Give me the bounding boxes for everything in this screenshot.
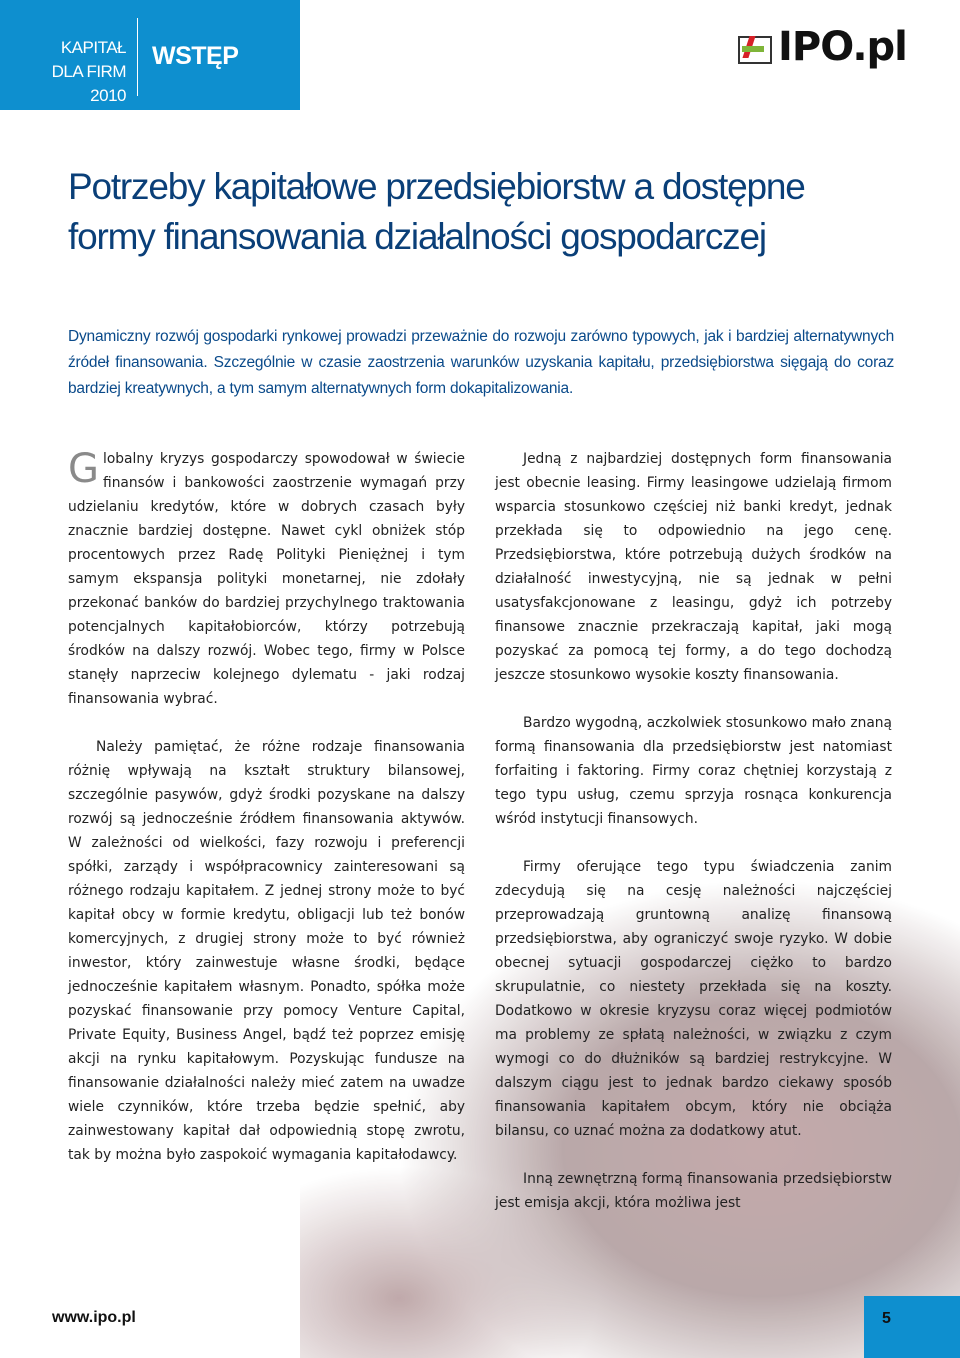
left-column bbox=[68, 447, 465, 1167]
right-paragraph-4: Inną zewnętrzną formą finansowania przedsiębiorstw jest emisja akcji, która możliwa jest bbox=[495, 1171, 892, 1211]
right-column bbox=[495, 447, 892, 1215]
article-title-line-2: formy finansowania działalności gospodarczej bbox=[68, 216, 766, 257]
drop-cap: G bbox=[68, 446, 99, 492]
right-paragraph-3: Firmy oferujące tego typu świadczenia zanim zdecydują się na cesję należności najczęściej przeprowadzają gruntowną analizę finansową przedsiębiorstwa, aby ograniczyć swoje ryzyko. W dobie obecnej sytuacji gospodarczej ciężko to bardzo skrupulatnie, co niestety przekłada się na koszty. Dodatkowo w okresie kryzysu coraz więcej podmiotów ma problemy ze spłatą należności, w związku z czym wymogi co do dłużników są bardziej restrykcyjne. W dalszym ciągu jest to jednak bardzo ciekawy sposób finansowania kapitałem obcym, który nie obciąża bilansu, co uznać można za dodatkowy atut. bbox=[495, 859, 892, 1139]
publication-label bbox=[18, 36, 126, 108]
logo-flag-icon bbox=[738, 36, 772, 64]
left-paragraph-1 bbox=[68, 447, 465, 711]
publication-subtitle: DLA FIRM 2010 bbox=[51, 62, 126, 105]
header-tab bbox=[0, 0, 300, 110]
publication-title: KAPITAŁ bbox=[60, 38, 126, 57]
article-lead: Dynamiczny rozwój gospodarki rynkowej prowadzi przeważnie do rozwoju zarówno typowych, jak i bardziej alternatywnych źródeł finansowania. Szczególnie w czasie zaostrzenia warunków uzyskania kapitału, przedsiębiorstwa sięgają do coraz bardziej kreatywnych, a tym samym alternatywnych form dokapitalizowania. bbox=[68, 328, 894, 397]
section-label: WSTĘP bbox=[152, 42, 239, 70]
right-paragraph-1: Jedną z najbardziej dostępnych form finansowania jest obecnie leasing. Firmy leasingowe udzielają firmom wsparcia stosunkowo częściej niż banki kredyt, jednak przekłada się to odpowiednio na jego cenę. Przedsiębiorstwa, które potrzebują dużych środków na działalność inwestycyjną, nie są jednak w pełni usatysfakcjonowane z leasingu, gdyż ich potrzeby finansowe znacznie przekraczają kapitał, jaki mogą pozyskać za pomocą tej formy, a do tego dochodzą jeszcze stosunkowo wysokie koszty finansowania. bbox=[495, 451, 892, 683]
article-title-line-1: Potrzeby kapitałowe przedsiębiorstw a dostępne bbox=[68, 166, 805, 207]
header-divider bbox=[137, 18, 138, 96]
left-paragraph-2: Należy pamiętać, że różne rodzaje finansowania różnię wpływają na kształt struktury bilansowej, szczególnie pasywów, gdyż środki pozyskane na dalszy rozwój są jednocześnie źródłem finansowania aktywów. W zależności od wielkości, fazy rozwoju i preferencji spółki, zarządy i współpracownicy zainteresowani są różnego rodzaju kapitałem. Z jednej strony może to być kapitał obcy w formie kredytu, obligacji lub też bonów komercyjnych, z drugiej strony może to być również inwestor, który zainwestuje własne środki, będące jednocześnie kapitałem własnym. Ponadto, spółka może pozyskać finansowanie przy pomocy Venture Capital, Private Equity, Business Angel, bądź też poprzez emisję akcji na rynku kapitałowym. Pozyskując fundusze na finansowanie działalności należy mieć zatem na uwadze wiele czynników, które trzeba będzie spełnić, aby zainwestowany kapitał dał odpowiednią stopę zwrotu, tak by można było zaspokoić wymagania kapitałodawcy. bbox=[68, 739, 465, 1163]
left-paragraph-1-text: lobalny kryzys gospodarczy spowodował w świecie finansów i bankowości zaostrzenie wymagań przy udzielaniu kredytów, które w dobrych czasach były znacznie bardziej dostępne. Nawet cykl obniżek stóp procentowych przez Radę Polityki Pieniężnej i tym samym ekspansja polityki monetarnej, nie zdołały przekonać banków do bardziej przychylnego traktowania potencjalnych kapitałobiorców, którzy potrzebują środków na dalszy rozwój. Wobec tego, firmy w Polsce stanęły naprzeciw kolejnego dylematu - jaki rodzaj finansowania wybrać. bbox=[68, 451, 465, 707]
page-number: 5 bbox=[882, 1310, 891, 1327]
footer-url[interactable]: www.ipo.pl bbox=[52, 1309, 136, 1326]
article-title bbox=[68, 162, 928, 262]
logo-text: IPO.pl bbox=[778, 24, 907, 70]
page-number-box bbox=[864, 1296, 960, 1358]
right-paragraph-2: Bardzo wygodną, aczkolwiek stosunkowo mało znaną formą finansowania dla przedsiębiorstw jest natomiast forfaiting i faktoring. Firmy coraz chętniej korzystają z tego typu usług, czemu sprzyja rosnąca konkurencja wśród instytucji finansowych. bbox=[495, 715, 892, 827]
